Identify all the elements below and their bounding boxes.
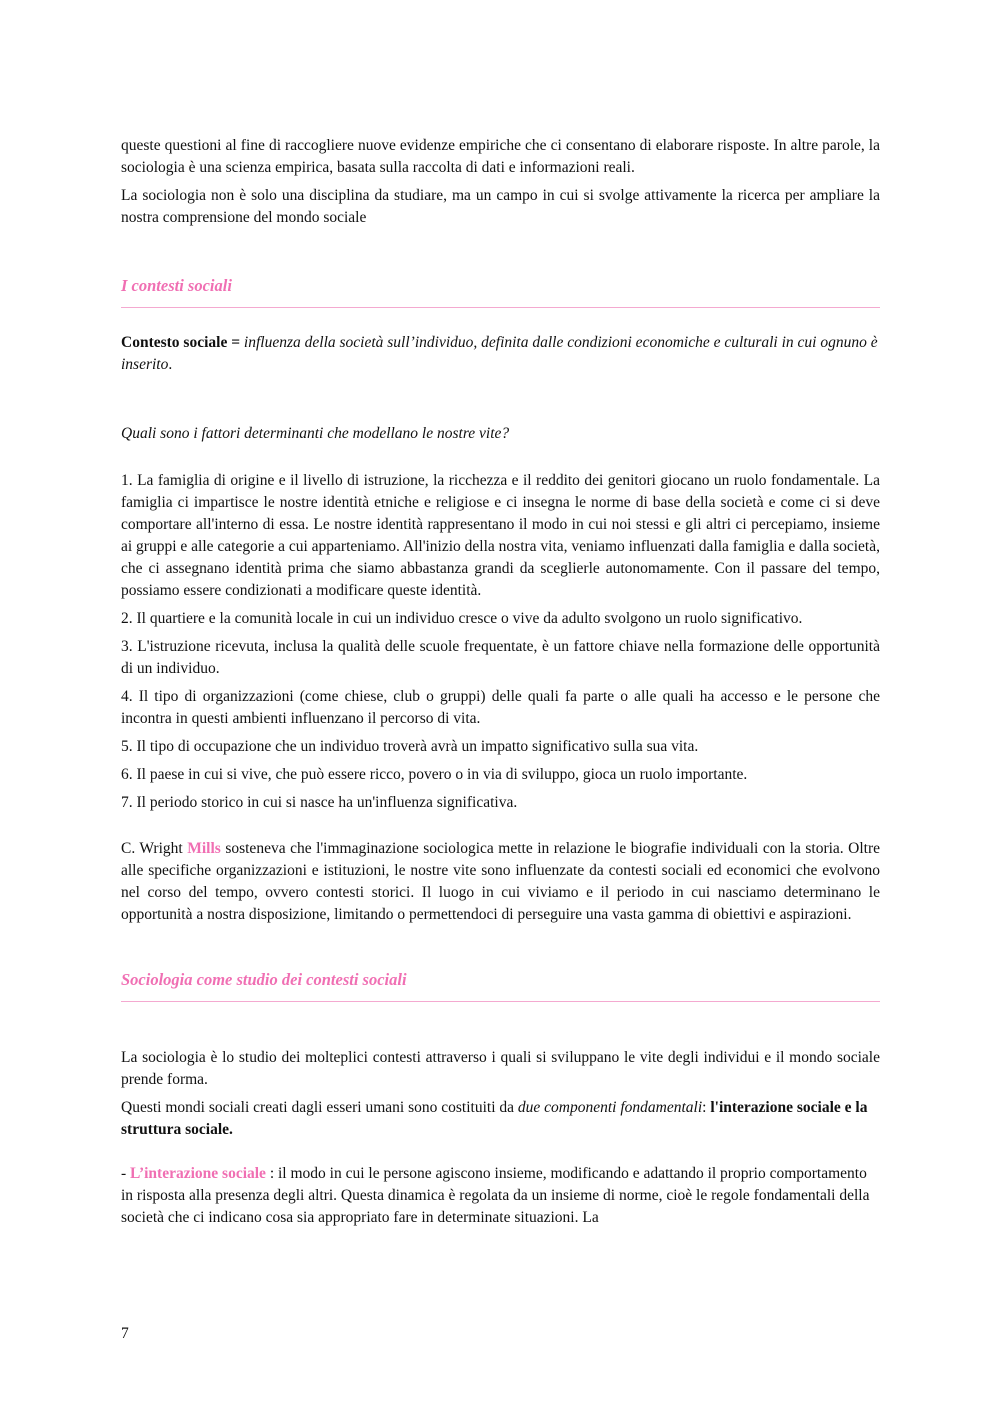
definition-text: influenza della società sull’individuo, definita dalle condizioni economiche e culturali in cui ognuno è inserito [121,334,878,373]
mills-name: Mills [187,840,221,857]
definition-contesto-sociale [121,332,880,376]
components-italic: due componenti fondamentali [517,1099,703,1116]
components-intro: Questi mondi sociali creati dagli esseri umani sono costituiti da [121,1099,515,1116]
mills-paragraph [121,838,880,926]
page-content [121,135,880,1229]
mills-after: sosteneva che l'immaginazione sociologica mette in relazione le biografie individuali con la storia. Oltre alle specifiche organizzazioni e istituzioni, le nostre vite sono influenzate da contesti sociali ed economici che evolvono nel corso del tempo, ovvero contesti storici. Il luogo in cui viviamo e il periodo in cui nasciamo determinano le opportunità a nostra disposizione, limitando o permettendoci di perseguire una vasta gamma di obiettivi e aspirazioni. [121,840,881,923]
interaction-text: : il modo in cui le persone agiscono insieme, modificando e adattando il proprio comportamento in risposta alla presenza degli altri. Questa dinamica è regolata da un insieme di norme, cioè le regole fondamentali della società che ci indicano cosa sia appropriato fare in determinate situazioni. La [121,1165,870,1226]
factor-item: 1. La famiglia di origine e il livello di istruzione, la ricchezza e il reddito dei genitori giocano un ruolo fondamentale. La famiglia ci impartisce le nostre identità etniche e religiose e ci insegna le norme di base della società e come ci si deve comportare all'interno di essa. Le nostre identità rappresentano il modo in cui noi stessi e gli altri ci percepiamo, insieme ai gruppi e alle categorie a cui apparteniamo. All'inizio della nostra vita, veniamo influenzati dalla famiglia e dalla società, che ci assegnano identità prima che siamo abbastanza grandi da sceglierle autonomamente. Con il passare del tempo, possiamo essere condizionati a modificare queste identità. [121,472,880,599]
question-text: Quali sono i fattori determinanti che modellano le nostre vite? [121,425,510,442]
section-heading: I contesti sociali [121,275,880,308]
factor-item: 2. Il quartiere e la comunità locale in cui un individuo cresce o vive da adulto svolgono un ruolo significativo. [121,610,803,627]
sociologia-paragraph-2 [121,1097,880,1141]
components-bold: l'interazione sociale e la struttura sociale. [121,1099,868,1138]
question-line [121,423,880,445]
section-sociologia-studio [121,969,880,1002]
sociologia-paragraph-1: La sociologia è lo studio dei molteplici contesti attraverso i quali si sviluppano le vite degli individui e il mondo sociale prende forma. [121,1049,880,1088]
factor-item: 6. Il paese in cui si vive, che può essere ricco, povero o in via di sviluppo, gioca un ruolo importante. [121,766,748,783]
section-heading: Sociologia come studio dei contesti sociali [121,969,880,1002]
intro-paragraph-1: queste questioni al fine di raccogliere nuove evidenze empiriche che ci consentano di elaborare risposte. In altre parole, la sociologia è una scienza empirica, basata sulla raccolta di dati e informazioni reali. [121,137,880,176]
section-contesti-sociali [121,275,880,308]
components-colon: : [702,1099,707,1116]
intro-paragraph-2: La sociologia non è solo una disciplina da studiare, ma un campo in cui si svolge attivamente la ricerca per ampliare la nostra comprensione del mondo sociale [121,187,880,226]
mills-before: C. Wright [121,840,183,857]
factor-item: 5. Il tipo di occupazione che un individuo troverà avrà un impatto significativo sulla sua vita. [121,738,699,755]
factors-list [121,470,880,814]
factor-item: 4. Il tipo di organizzazioni (come chiese, club o gruppi) delle quali fa parte o alle quali ha accesso e le persone che incontra in questi ambienti influenzano il percorso di vita. [121,688,880,727]
definition-end: . [168,356,173,373]
factor-item: 7. Il periodo storico in cui si nasce ha un'influenza significativa. [121,794,518,811]
page-number: 7 [121,1325,129,1342]
factor-item: 3. L'istruzione ricevuta, inclusa la qualità delle scuole frequentate, è un fattore chiave nella formazione delle opportunità di un individuo. [121,638,880,677]
definition-term: Contesto sociale = [121,334,241,351]
interaction-paragraph [121,1163,880,1229]
interaction-dash: - [121,1165,127,1182]
interaction-term: L’interazione sociale [130,1165,266,1182]
